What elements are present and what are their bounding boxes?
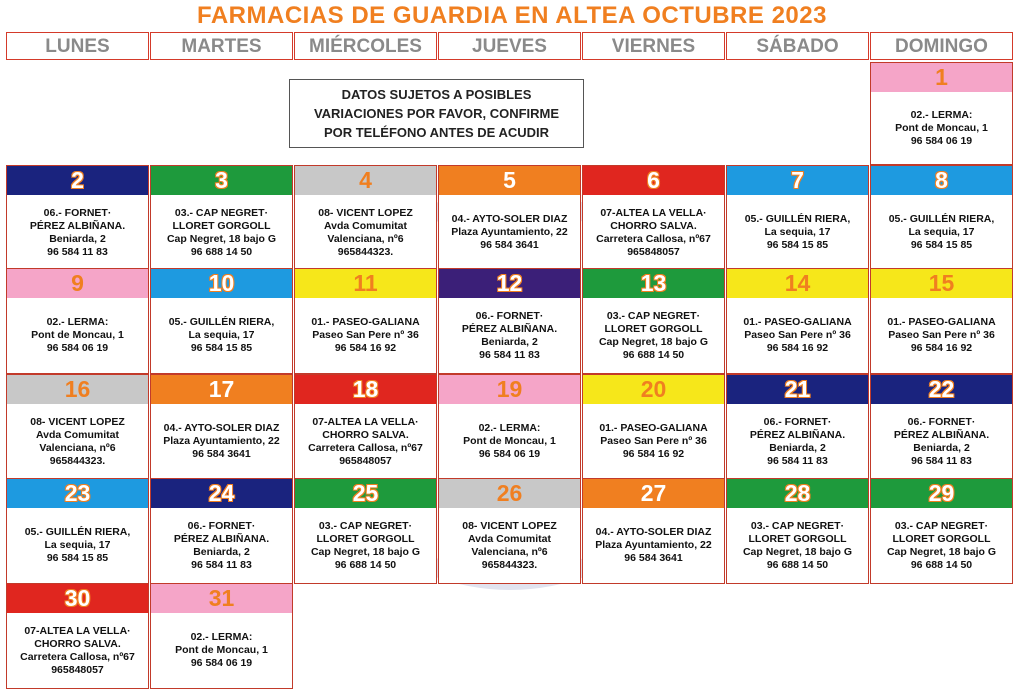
- day-number: 21: [727, 375, 868, 404]
- pharmacy-line: Paseo San Pere nº 36: [312, 329, 419, 341]
- pharmacy-line: 07-ALTEA LA VELLA·: [312, 415, 419, 428]
- pharmacy-line: 05.- GUILLÉN RIERA,: [168, 316, 275, 328]
- pharmacy-info: [439, 404, 580, 479]
- pharmacy-line: 02.- LERMA:: [190, 631, 253, 643]
- pharmacy-line: 03.- CAP NEGRET·: [318, 519, 413, 532]
- day-cell: [6, 268, 149, 374]
- pharmacy-line: 965844323.: [49, 454, 106, 467]
- pharmacy-info: [871, 298, 1012, 373]
- pharmacy-line: 96 584 11 83: [767, 454, 828, 467]
- day-number: 19: [439, 375, 580, 404]
- pharmacy-info: [151, 508, 292, 583]
- day-number: 6: [583, 166, 724, 195]
- pharmacy-line: 96 584 15 85: [190, 342, 253, 354]
- day-number: 13: [583, 269, 724, 298]
- pharmacy-line: 96 584 11 83: [911, 454, 972, 467]
- pharmacy-line: 96 584 15 85: [766, 239, 829, 251]
- pharmacy-line: 06.- FORNET·: [187, 519, 256, 532]
- pharmacy-line: 08- VICENT LOPEZ: [318, 206, 413, 219]
- pharmacy-line: 03.- CAP NEGRET·: [174, 206, 269, 219]
- pharmacy-line: Beniarda, 2: [481, 335, 538, 348]
- weekday-tuesday: MARTES: [150, 32, 293, 60]
- day-number: 15: [871, 269, 1012, 298]
- pharmacy-line: 03.- CAP NEGRET·: [894, 519, 989, 532]
- pharmacy-info: [439, 298, 580, 373]
- pharmacy-line: 04.- AYTO-SOLER DIAZ: [451, 213, 568, 225]
- pharmacy-info: [583, 508, 724, 583]
- notice-line: DATOS SUJETOS A POSIBLES: [341, 87, 532, 102]
- pharmacy-line: 01.- PASEO-GALIANA: [311, 316, 420, 328]
- pharmacy-line: 07-ALTEA LA VELLA·: [24, 624, 131, 637]
- pharmacy-info: [583, 298, 724, 373]
- pharmacy-info: [151, 298, 292, 373]
- pharmacy-line: 05.- GUILLÉN RIERA,: [24, 526, 131, 538]
- pharmacy-info: [295, 404, 436, 479]
- pharmacy-line: 96 688 14 50: [910, 558, 973, 571]
- day-cell: [6, 478, 149, 584]
- day-number: 30: [7, 584, 148, 613]
- pharmacy-line: 96 584 11 83: [191, 558, 252, 571]
- day-cell: [870, 165, 1013, 271]
- pharmacy-line: Cap Negret, 18 bajo G: [886, 545, 997, 558]
- pharmacy-info: [871, 92, 1012, 164]
- pharmacy-info: [151, 404, 292, 479]
- pharmacy-line: La sequia, 17: [188, 329, 255, 341]
- pharmacy-line: 08- VICENT LOPEZ: [462, 519, 557, 532]
- pharmacy-info: [151, 195, 292, 270]
- day-cell: [438, 268, 581, 374]
- pharmacy-info: [295, 298, 436, 373]
- day-cell: [6, 165, 149, 271]
- pharmacy-info: [295, 508, 436, 583]
- pharmacy-line: 02.- LERMA:: [478, 422, 541, 434]
- pharmacy-line: 07-ALTEA LA VELLA·: [600, 206, 707, 219]
- pharmacy-line: Pont de Moncau, 1: [895, 121, 988, 134]
- pharmacy-line: LLORET GORGOLL: [892, 532, 991, 545]
- pharmacy-info: [583, 195, 724, 270]
- pharmacy-info: [871, 404, 1012, 479]
- pharmacy-line: PÉREZ ALBIÑANA.: [29, 219, 126, 232]
- pharmacy-line: 05.- GUILLÉN RIERA,: [888, 213, 995, 225]
- pharmacy-line: CHORRO SALVA.: [34, 637, 121, 650]
- pharmacy-line: 965844323.: [481, 558, 538, 571]
- pharmacy-line: PÉREZ ALBIÑANA.: [749, 428, 846, 441]
- day-cell: [294, 374, 437, 480]
- day-cell: [870, 62, 1013, 165]
- pharmacy-line: LLORET GORGOLL: [316, 532, 415, 545]
- day-cell: [150, 268, 293, 374]
- pharmacy-line: La sequia, 17: [44, 539, 111, 551]
- pharmacy-line: Valenciana, nº6: [39, 441, 116, 454]
- day-cell: [150, 165, 293, 271]
- pharmacy-line: 96 584 16 92: [622, 448, 685, 460]
- day-number: 22: [871, 375, 1012, 404]
- pharmacy-line: 96 584 16 92: [334, 342, 397, 354]
- pharmacy-line: 96 584 11 83: [47, 245, 108, 258]
- weekday-monday: LUNES: [6, 32, 149, 60]
- pharmacy-info: [439, 195, 580, 270]
- notice-line: VARIACIONES POR FAVOR, CONFIRME: [313, 106, 560, 121]
- day-number: 17: [151, 375, 292, 404]
- pharmacy-line: 965844323.: [337, 245, 394, 258]
- day-cell: [150, 478, 293, 584]
- pharmacy-line: 96 584 06 19: [910, 134, 973, 147]
- day-number: 1: [871, 63, 1012, 92]
- day-number: 24: [151, 479, 292, 508]
- day-cell: [438, 165, 581, 271]
- pharmacy-info: [871, 508, 1012, 583]
- weekday-thursday: JUEVES: [438, 32, 581, 60]
- day-cell: [6, 374, 149, 480]
- pharmacy-line: PÉREZ ALBIÑANA.: [893, 428, 990, 441]
- pharmacy-line: 03.- CAP NEGRET·: [750, 519, 845, 532]
- day-number: 5: [439, 166, 580, 195]
- pharmacy-line: Avda Comumitat: [35, 428, 120, 441]
- notice-line: POR TELÉFONO ANTES DE ACUDIR: [323, 125, 550, 140]
- pharmacy-line: LLORET GORGOLL: [748, 532, 847, 545]
- day-number: 4: [295, 166, 436, 195]
- pharmacy-line: CHORRO SALVA.: [610, 219, 697, 232]
- weekday-saturday: SÁBADO: [726, 32, 869, 60]
- pharmacy-line: Carretera Callosa, nº67: [20, 650, 135, 663]
- weekday-friday: VIERNES: [582, 32, 725, 60]
- pharmacy-line: 965848057: [339, 454, 392, 467]
- day-number: 23: [7, 479, 148, 508]
- day-number: 31: [151, 584, 292, 613]
- page-title: FARMACIAS DE GUARDIA EN ALTEA OCTUBRE 2023: [197, 2, 827, 29]
- pharmacy-line: Plaza Ayuntamiento, 22: [595, 539, 712, 551]
- day-cell: [582, 478, 725, 584]
- pharmacy-line: 96 688 14 50: [622, 348, 685, 361]
- pharmacy-line: La sequia, 17: [764, 226, 831, 238]
- pharmacy-line: 96 584 15 85: [46, 552, 109, 564]
- pharmacy-line: 96 584 06 19: [46, 342, 109, 354]
- pharmacy-line: 02.- LERMA:: [910, 108, 973, 121]
- pharmacy-line: 96 584 06 19: [190, 657, 253, 669]
- day-cell: [150, 583, 293, 689]
- pharmacy-line: Valenciana, nº6: [327, 232, 404, 245]
- pharmacy-line: Plaza Ayuntamiento, 22: [163, 435, 280, 447]
- pharmacy-line: 96 584 11 83: [479, 348, 540, 361]
- day-number: 28: [727, 479, 868, 508]
- pharmacy-line: Pont de Moncau, 1: [463, 435, 556, 447]
- day-cell: [726, 268, 869, 374]
- pharmacy-line: Cap Negret, 18 bajo G: [166, 232, 277, 245]
- pharmacy-line: 96 584 16 92: [910, 342, 973, 354]
- day-number: 29: [871, 479, 1012, 508]
- day-cell: [582, 165, 725, 271]
- day-number: 14: [727, 269, 868, 298]
- pharmacy-line: 96 584 3641: [480, 239, 539, 251]
- pharmacy-line: PÉREZ ALBIÑANA.: [461, 322, 558, 335]
- pharmacy-info: [7, 508, 148, 583]
- pharmacy-line: 96 584 15 85: [910, 239, 973, 251]
- day-number: 9: [7, 269, 148, 298]
- day-number: 25: [295, 479, 436, 508]
- pharmacy-line: La sequia, 17: [908, 226, 975, 238]
- day-number: 27: [583, 479, 724, 508]
- pharmacy-line: Avda Comumitat: [467, 532, 552, 545]
- day-number: 11: [295, 269, 436, 298]
- pharmacy-line: 965848057: [627, 245, 680, 258]
- day-cell: [726, 478, 869, 584]
- day-number: 2: [7, 166, 148, 195]
- pharmacy-line: 01.- PASEO-GALIANA: [599, 422, 708, 434]
- disclaimer-notice: [289, 79, 584, 148]
- pharmacy-info: [583, 404, 724, 479]
- day-cell: [294, 268, 437, 374]
- day-cell: [438, 478, 581, 584]
- pharmacy-line: 965848057: [51, 663, 104, 676]
- day-number: 3: [151, 166, 292, 195]
- pharmacy-line: Cap Negret, 18 bajo G: [310, 545, 421, 558]
- pharmacy-info: [7, 404, 148, 479]
- pharmacy-info: [727, 508, 868, 583]
- pharmacy-line: 96 688 14 50: [190, 245, 253, 258]
- pharmacy-line: 08- VICENT LOPEZ: [30, 415, 125, 428]
- pharmacy-line: 96 584 3641: [624, 552, 683, 564]
- day-number: 7: [727, 166, 868, 195]
- pharmacy-info: [7, 195, 148, 270]
- pharmacy-line: Cap Negret, 18 bajo G: [742, 545, 853, 558]
- day-number: 18: [295, 375, 436, 404]
- pharmacy-info: [295, 195, 436, 270]
- weekday-wednesday: MIÉRCOLES: [294, 32, 437, 60]
- day-cell: [294, 165, 437, 271]
- pharmacy-info: [727, 404, 868, 479]
- day-cell: [150, 374, 293, 480]
- weekday-header: [6, 32, 1014, 62]
- day-cell: [294, 478, 437, 584]
- pharmacy-line: CHORRO SALVA.: [322, 428, 409, 441]
- pharmacy-line: 06.- FORNET·: [907, 415, 976, 428]
- day-number: 16: [7, 375, 148, 404]
- pharmacy-line: Cap Negret, 18 bajo G: [598, 335, 709, 348]
- pharmacy-info: [151, 613, 292, 688]
- pharmacy-line: 96 688 14 50: [766, 558, 829, 571]
- pharmacy-line: Beniarda, 2: [193, 545, 250, 558]
- pharmacy-line: Beniarda, 2: [913, 441, 970, 454]
- pharmacy-line: 04.- AYTO-SOLER DIAZ: [595, 526, 712, 538]
- day-number: 10: [151, 269, 292, 298]
- pharmacy-info: [439, 508, 580, 583]
- pharmacy-line: LLORET GORGOLL: [172, 219, 271, 232]
- pharmacy-line: Carretera Callosa, nº67: [308, 441, 423, 454]
- pharmacy-line: LLORET GORGOLL: [604, 322, 703, 335]
- day-number: 12: [439, 269, 580, 298]
- pharmacy-line: Pont de Moncau, 1: [175, 644, 268, 656]
- pharmacy-line: Valenciana, nº6: [471, 545, 548, 558]
- pharmacy-line: 06.- FORNET·: [43, 206, 112, 219]
- pharmacy-line: Pont de Moncau, 1: [31, 329, 124, 341]
- pharmacy-info: [7, 298, 148, 373]
- pharmacy-line: Plaza Ayuntamiento, 22: [451, 226, 568, 238]
- day-cell: [870, 478, 1013, 584]
- pharmacy-info: [727, 298, 868, 373]
- pharmacy-line: 96 688 14 50: [334, 558, 397, 571]
- pharmacy-line: 96 584 3641: [192, 448, 251, 460]
- day-number: 26: [439, 479, 580, 508]
- weekday-sunday: DOMINGO: [870, 32, 1013, 60]
- pharmacy-line: 06.- FORNET·: [475, 309, 544, 322]
- pharmacy-line: 96 584 16 92: [766, 342, 829, 354]
- pharmacy-line: 02.- LERMA:: [46, 316, 109, 328]
- pharmacy-info: [7, 613, 148, 688]
- pharmacy-line: 04.- AYTO-SOLER DIAZ: [163, 422, 280, 434]
- pharmacy-line: PÉREZ ALBIÑANA.: [173, 532, 270, 545]
- day-cell: [6, 583, 149, 689]
- pharmacy-line: Beniarda, 2: [49, 232, 106, 245]
- day-cell: [438, 374, 581, 480]
- pharmacy-info: [871, 195, 1012, 270]
- day-cell: [870, 374, 1013, 480]
- pharmacy-line: Paseo San Pere nº 36: [600, 435, 707, 447]
- day-number: 8: [871, 166, 1012, 195]
- pharmacy-line: 01.- PASEO-GALIANA: [743, 316, 852, 328]
- day-number: 20: [583, 375, 724, 404]
- day-cell: [726, 374, 869, 480]
- pharmacy-line: 05.- GUILLÉN RIERA,: [744, 213, 851, 225]
- day-cell: [582, 374, 725, 480]
- pharmacy-info: [727, 195, 868, 270]
- pharmacy-line: Carretera Callosa, nº67: [596, 232, 711, 245]
- pharmacy-line: 96 584 06 19: [478, 448, 541, 460]
- pharmacy-line: 01.- PASEO-GALIANA: [887, 316, 996, 328]
- pharmacy-line: Paseo San Pere nº 36: [888, 329, 995, 341]
- pharmacy-line: Avda Comumitat: [323, 219, 408, 232]
- day-cell: [726, 165, 869, 271]
- pharmacy-line: Paseo San Pere nº 36: [744, 329, 851, 341]
- day-cell: [582, 268, 725, 374]
- pharmacy-line: Beniarda, 2: [769, 441, 826, 454]
- day-cell: [870, 268, 1013, 374]
- pharmacy-line: 03.- CAP NEGRET·: [606, 309, 701, 322]
- pharmacy-line: 06.- FORNET·: [763, 415, 832, 428]
